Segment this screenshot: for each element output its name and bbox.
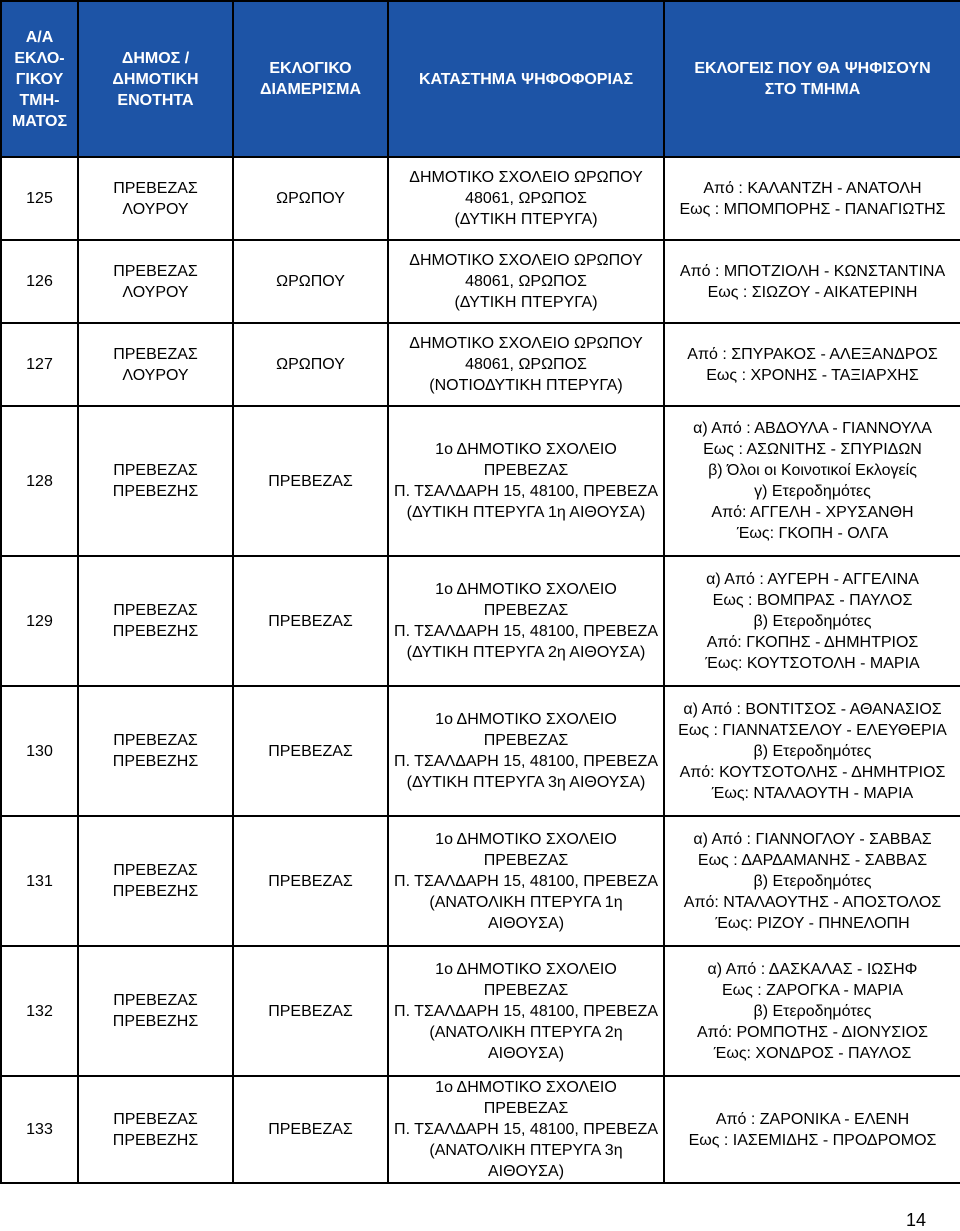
voters-line: β) Ετεροδημότες bbox=[753, 612, 872, 630]
section-number: 127 bbox=[1, 323, 78, 406]
header-district bbox=[233, 1, 388, 157]
voters-line: Εως : ΒΟΜΠΡΑΣ - ΠΑΥΛΟΣ bbox=[712, 591, 913, 609]
section-number: 133 bbox=[1, 1076, 78, 1183]
station-line: ΑΙΘΟΥΣΑ) bbox=[487, 1163, 565, 1180]
voters-line: Εως : ΜΠΟΜΠΟΡΗΣ - ΠΑΝΑΓΙΩΤΗΣ bbox=[679, 200, 946, 218]
header-municipality bbox=[78, 1, 233, 157]
voters-line: Από: ΡΟΜΠΟΤΗΣ - ΔΙΟΝΥΣΙΟΣ bbox=[697, 1023, 928, 1041]
table-row bbox=[1, 240, 960, 323]
section-number: 129 bbox=[1, 556, 78, 686]
table-row bbox=[1, 157, 960, 240]
station-line: 48061, ΩΡΩΠΟΣ bbox=[465, 190, 587, 207]
station-cell bbox=[388, 686, 664, 816]
station-line: (ΔΥΤΙΚΗ ΠΤΕΡΥΓΑ 2η ΑΙΘΟΥΣΑ) bbox=[406, 644, 646, 661]
district-cell: ΠΡΕΒΕΖΑΣ bbox=[233, 816, 388, 946]
station-cell bbox=[388, 556, 664, 686]
unit-name: ΠΡΕΒΕΖΗΣ bbox=[112, 1013, 199, 1030]
station-line: Π. ΤΣΑΛΔΑΡΗ 15, 48100, ΠΡΕΒΕΖΑ bbox=[394, 1002, 658, 1020]
station-cell bbox=[388, 1076, 664, 1183]
table-row bbox=[1, 556, 960, 686]
header-line: ΕΝΟΤΗΤΑ bbox=[117, 91, 194, 109]
station-line: 1ο ΔΗΜΟΤΙΚΟ ΣΧΟΛΕΙΟ ΠΡΕΒΕΖΑΣ bbox=[435, 581, 617, 619]
voters-line: α) Από : ΑΥΓΕΡΗ - ΑΓΓΕΛΙΝΑ bbox=[706, 570, 919, 588]
table-row bbox=[1, 816, 960, 946]
station-line: ΑΙΘΟΥΣΑ) bbox=[487, 914, 565, 932]
voters-line: α) Από : ΑΒΔΟΥΛΑ - ΓΙΑΝΝΟΥΛΑ bbox=[693, 420, 932, 437]
table-row bbox=[1, 946, 960, 1076]
header-line: ΓΙΚΟΥ bbox=[15, 70, 64, 88]
section-number: 128 bbox=[1, 406, 78, 556]
district-cell: ΠΡΕΒΕΖΑΣ bbox=[233, 1076, 388, 1183]
municipality-name: ΠΡΕΒΕΖΑΣ bbox=[113, 179, 198, 197]
voters-line: Εως : ΧΡΟΝΗΣ - ΤΑΞΙΑΡΧΗΣ bbox=[706, 366, 919, 384]
voters-line: Έως: ΧΟΝΔΡΟΣ - ΠΑΥΛΟΣ bbox=[713, 1044, 912, 1062]
station-line: 1ο ΔΗΜΟΤΙΚΟ ΣΧΟΛΕΙΟ ΠΡΕΒΕΖΑΣ bbox=[435, 830, 617, 869]
voters-line: Εως : ΙΑΣΕΜΙΔΗΣ - ΠΡΟΔΡΟΜΟΣ bbox=[688, 1131, 937, 1149]
municipality-cell bbox=[78, 157, 233, 240]
section-number: 130 bbox=[1, 686, 78, 816]
unit-name: ΛΟΥΡΟΥ bbox=[122, 200, 189, 218]
district-cell: ΠΡΕΒΕΖΑΣ bbox=[233, 686, 388, 816]
station-line: (ΝΟΤΙΟΔΥΤΙΚΗ ΠΤΕΡΥΓΑ) bbox=[429, 377, 623, 394]
voters-line: Από : ΜΠΟΤΖΙΟΛΗ - ΚΩΝΣΤΑΝΤΙΝΑ bbox=[679, 262, 946, 280]
municipality-cell bbox=[78, 406, 233, 556]
header-voters bbox=[664, 1, 960, 157]
station-line: (ΑΝΑΤΟΛΙΚΗ ΠΤΕΡΥΓΑ 1η bbox=[429, 893, 623, 911]
voters-line: Από : ΖΑΡΟΝΙΚΑ - ΕΛΕΝΗ bbox=[715, 1110, 910, 1128]
header-line: ΕΚΛΟ- bbox=[14, 49, 65, 67]
station-line: ΔΗΜΟΤΙΚΟ ΣΧΟΛΕΙΟ ΩΡΩΠΟΥ bbox=[409, 169, 643, 186]
station-line: 48061, ΩΡΩΠΟΣ bbox=[465, 356, 587, 373]
header-line: ΣΤΟ ΤΜΗΜΑ bbox=[764, 81, 861, 98]
municipality-name: ΠΡΕΒΕΖΑΣ bbox=[113, 862, 198, 879]
district-cell: ΩΡΩΠΟΥ bbox=[233, 323, 388, 406]
unit-name: ΠΡΕΒΕΖΗΣ bbox=[112, 1131, 199, 1149]
voters-line: Από: ΓΚΟΠΗΣ - ΔΗΜΗΤΡΙΟΣ bbox=[706, 633, 919, 651]
district-cell: ΠΡΕΒΕΖΑΣ bbox=[233, 406, 388, 556]
header-line: ΕΚΛΟΓΕΙΣ ΠΟΥ ΘΑ ΨΗΦΙΣΟΥΝ bbox=[694, 60, 931, 77]
station-line: Π. ΤΣΑΛΔΑΡΗ 15, 48100, ΠΡΕΒΕΖΑ bbox=[394, 1121, 658, 1138]
municipality-name: ΠΡΕΒΕΖΑΣ bbox=[113, 345, 198, 363]
voters-cell bbox=[664, 406, 960, 556]
station-line: Π. ΤΣΑΛΔΑΡΗ 15, 48100, ΠΡΕΒΕΖΑ bbox=[394, 483, 658, 500]
municipality-cell bbox=[78, 556, 233, 686]
voters-cell bbox=[664, 1076, 960, 1183]
voters-cell bbox=[664, 816, 960, 946]
table-row bbox=[1, 323, 960, 406]
table-row bbox=[1, 406, 960, 556]
municipality-cell bbox=[78, 816, 233, 946]
municipality-cell bbox=[78, 1076, 233, 1183]
voters-cell bbox=[664, 157, 960, 240]
voters-cell bbox=[664, 686, 960, 816]
section-number: 131 bbox=[1, 816, 78, 946]
header-line: Α/Α bbox=[25, 28, 54, 46]
voters-cell bbox=[664, 323, 960, 406]
section-number: 126 bbox=[1, 240, 78, 323]
unit-name: ΛΟΥΡΟΥ bbox=[122, 366, 189, 384]
voters-line: β) Ετεροδημότες bbox=[753, 742, 872, 760]
station-line: (ΑΝΑΤΟΛΙΚΗ ΠΤΕΡΥΓΑ 3η bbox=[429, 1142, 623, 1159]
voters-line: Από: ΑΓΓΕΛΗ - ΧΡΥΣΑΝΘΗ bbox=[711, 504, 914, 521]
municipality-cell bbox=[78, 240, 233, 323]
voters-line: γ) Ετεροδημότες bbox=[754, 483, 871, 500]
header-line: ΕΚΛΟΓΙΚΟ bbox=[269, 60, 352, 77]
voters-line: Έως: ΡΙΖΟΥ - ΠΗΝΕΛΟΠΗ bbox=[715, 914, 910, 932]
municipality-name: ΠΡΕΒΕΖΑΣ bbox=[113, 602, 198, 619]
station-line: (ΔΥΤΙΚΗ ΠΤΕΡΥΓΑ) bbox=[454, 211, 598, 228]
voters-line: Εως : ΣΙΩΖΟΥ - ΑΙΚΑΤΕΡΙΝΗ bbox=[707, 283, 918, 301]
district-cell: ΠΡΕΒΕΖΑΣ bbox=[233, 946, 388, 1076]
station-cell bbox=[388, 240, 664, 323]
voters-line: α) Από : ΔΑΣΚΑΛΑΣ - ΙΩΣΗΦ bbox=[707, 960, 918, 978]
municipality-name: ΠΡΕΒΕΖΑΣ bbox=[113, 732, 198, 749]
station-cell bbox=[388, 406, 664, 556]
district-cell: ΠΡΕΒΕΖΑΣ bbox=[233, 556, 388, 686]
voters-line: Από: ΚΟΥΤΣΟΤΟΛΗΣ - ΔΗΜΗΤΡΙΟΣ bbox=[679, 763, 946, 781]
voters-cell bbox=[664, 240, 960, 323]
voters-line: Έως: ΚΟΥΤΣΟΤΟΛΗ - ΜΑΡΙΑ bbox=[705, 654, 920, 672]
district-cell: ΩΡΩΠΟΥ bbox=[233, 240, 388, 323]
voters-line: Από: ΝΤΑΛΑΟΥΤΗΣ - ΑΠΟΣΤΟΛΟΣ bbox=[683, 893, 942, 911]
municipality-name: ΠΡΕΒΕΖΑΣ bbox=[113, 992, 198, 1009]
station-line: (ΔΥΤΙΚΗ ΠΤΕΡΥΓΑ 3η ΑΙΘΟΥΣΑ) bbox=[406, 774, 646, 791]
station-line: Π. ΤΣΑΛΔΑΡΗ 15, 48100, ΠΡΕΒΕΖΑ bbox=[394, 753, 658, 770]
station-line: ΔΗΜΟΤΙΚΟ ΣΧΟΛΕΙΟ ΩΡΩΠΟΥ bbox=[409, 335, 643, 352]
station-cell bbox=[388, 323, 664, 406]
header-line: ΔΗΜΟΣ / bbox=[121, 49, 190, 67]
station-line: ΔΗΜΟΤΙΚΟ ΣΧΟΛΕΙΟ ΩΡΩΠΟΥ bbox=[409, 252, 643, 269]
voters-line: β) Όλοι οι Κοινοτικοί Εκλογείς bbox=[708, 462, 917, 479]
section-number: 125 bbox=[1, 157, 78, 240]
section-number: 132 bbox=[1, 946, 78, 1076]
header-line: ΜΑΤΟΣ bbox=[11, 112, 68, 130]
station-line: 1ο ΔΗΜΟΤΙΚΟ ΣΧΟΛΕΙΟ ΠΡΕΒΕΖΑΣ bbox=[435, 960, 617, 999]
table-row bbox=[1, 686, 960, 816]
voters-line: Εως : ΓΙΑΝΝΑΤΣΕΛΟΥ - ΕΛΕΥΘΕΡΙΑ bbox=[678, 721, 947, 739]
table-row bbox=[1, 1076, 960, 1183]
voters-line: Εως : ΑΣΩΝΙΤΗΣ - ΣΠΥΡΙΔΩΝ bbox=[703, 441, 922, 458]
municipality-name: ΠΡΕΒΕΖΑΣ bbox=[113, 462, 198, 479]
unit-name: ΛΟΥΡΟΥ bbox=[122, 283, 189, 301]
station-line: (ΑΝΑΤΟΛΙΚΗ ΠΤΕΡΥΓΑ 2η bbox=[429, 1023, 623, 1041]
station-line: 1ο ΔΗΜΟΤΙΚΟ ΣΧΟΛΕΙΟ ΠΡΕΒΕΖΑΣ bbox=[435, 441, 617, 479]
station-cell bbox=[388, 157, 664, 240]
voters-line: α) Από : ΓΙΑΝΝΟΓΛΟΥ - ΣΑΒΒΑΣ bbox=[693, 830, 932, 848]
station-line: Π. ΤΣΑΛΔΑΡΗ 15, 48100, ΠΡΕΒΕΖΑ bbox=[394, 872, 658, 890]
station-cell bbox=[388, 816, 664, 946]
municipality-name: ΠΡΕΒΕΖΑΣ bbox=[113, 1110, 198, 1128]
station-line: 1ο ΔΗΜΟΤΙΚΟ ΣΧΟΛΕΙΟ ΠΡΕΒΕΖΑΣ bbox=[435, 711, 617, 749]
header-section-number bbox=[1, 1, 78, 157]
voters-line: Έως: ΝΤΑΛΑΟΥΤΗ - ΜΑΡΙΑ bbox=[711, 784, 914, 802]
table-header-row bbox=[1, 1, 960, 157]
voters-cell bbox=[664, 556, 960, 686]
voters-cell bbox=[664, 946, 960, 1076]
unit-name: ΠΡΕΒΕΖΗΣ bbox=[112, 623, 199, 640]
station-line: (ΔΥΤΙΚΗ ΠΤΕΡΥΓΑ) bbox=[454, 294, 598, 311]
unit-name: ΠΡΕΒΕΖΗΣ bbox=[112, 883, 199, 900]
voters-line: Από : ΚΑΛΑΝΤΖΗ - ΑΝΑΤΟΛΗ bbox=[703, 179, 922, 197]
station-line: 1ο ΔΗΜΟΤΙΚΟ ΣΧΟΛΕΙΟ ΠΡΕΒΕΖΑΣ bbox=[435, 1079, 617, 1117]
municipality-cell bbox=[78, 946, 233, 1076]
voters-line: Έως: ΓΚΟΠΗ - ΟΛΓΑ bbox=[736, 525, 889, 542]
station-line: Π. ΤΣΑΛΔΑΡΗ 15, 48100, ΠΡΕΒΕΖΑ bbox=[394, 623, 658, 640]
voters-line: Εως : ΔΑΡΔΑΜΑΝΗΣ - ΣΑΒΒΑΣ bbox=[697, 851, 928, 869]
station-line: (ΔΥΤΙΚΗ ΠΤΕΡΥΓΑ 1η ΑΙΘΟΥΣΑ) bbox=[406, 504, 646, 521]
district-cell: ΩΡΩΠΟΥ bbox=[233, 157, 388, 240]
station-line: ΑΙΘΟΥΣΑ) bbox=[487, 1044, 565, 1062]
station-line: 48061, ΩΡΩΠΟΣ bbox=[465, 273, 587, 290]
header-line: ΤΜΗ- bbox=[19, 91, 60, 109]
municipality-cell bbox=[78, 686, 233, 816]
station-cell bbox=[388, 946, 664, 1076]
header-line: ΔΗΜΟΤΙΚΗ bbox=[112, 70, 199, 88]
header-line: ΔΙΑΜΕΡΙΣΜΑ bbox=[259, 81, 362, 98]
unit-name: ΠΡΕΒΕΖΗΣ bbox=[112, 483, 199, 500]
unit-name: ΠΡΕΒΕΖΗΣ bbox=[112, 753, 199, 770]
municipality-name: ΠΡΕΒΕΖΑΣ bbox=[113, 262, 198, 280]
voters-line: Εως : ΖΑΡΟΓΚΑ - ΜΑΡΙΑ bbox=[721, 981, 904, 999]
page-number: 14 bbox=[905, 1210, 926, 1230]
municipality-cell bbox=[78, 323, 233, 406]
header-station: ΚΑΤΑΣΤΗΜΑ ΨΗΦΟΦΟΡΙΑΣ bbox=[388, 1, 664, 157]
voters-line: α) Από : ΒΟΝΤΙΤΣΟΣ - ΑΘΑΝΑΣΙΟΣ bbox=[683, 700, 942, 718]
voters-line: β) Ετεροδημότες bbox=[753, 1002, 872, 1020]
voters-line: β) Ετεροδημότες bbox=[753, 872, 872, 890]
voters-line: Από : ΣΠΥΡΑΚΟΣ - ΑΛΕΞΑΝΔΡΟΣ bbox=[687, 345, 938, 363]
